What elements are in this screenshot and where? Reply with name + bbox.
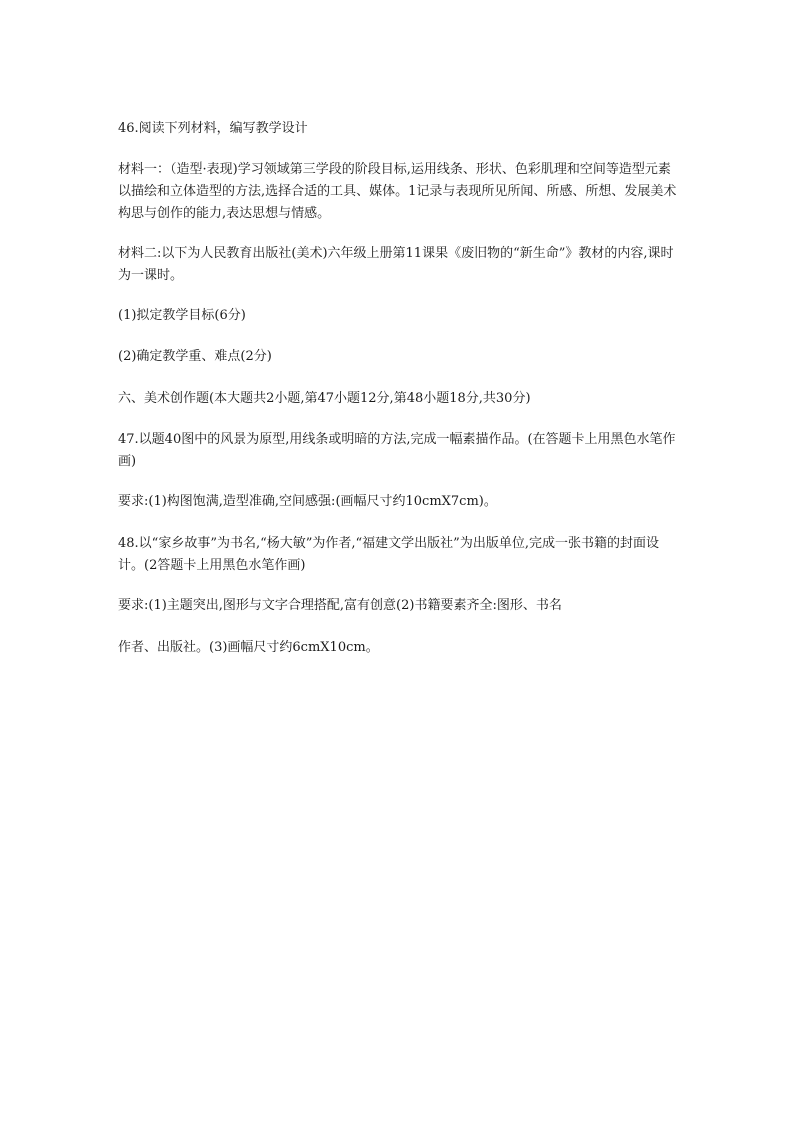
section-six-heading: 六、美术创作题(本大题共2小题,第47小题12分,第48小题18分,共30分) [118, 391, 531, 406]
sub-question-2: (2)确定教学重、难点(2分) [118, 349, 272, 364]
sub-question-1: (1)拟定教学目标(6分) [118, 308, 246, 323]
question-46-heading: 46.阅读下列材料，编写教学设计 [118, 121, 308, 136]
question-47-text: 47.以题40图中的风景为原型,用线条或明暗的方法,完成一幅素描作品。(在答题卡上用黑色水笔作画) [118, 432, 676, 469]
question-48-requirements: 要求:(1)主题突出,图形与文字合理搭配,富有创意(2)书籍要素齐全:图形、书名 [118, 598, 562, 613]
material-two-paragraph: 材料二:以下为人民教育出版社(美术)六年级上册第11课果《废旧物的“新生命”》教材的内容,课时为一课时。 [118, 246, 674, 283]
material-one-paragraph: 材料一：（造型·表现)学习领域第三学段的阶段目标,运用线条、形状、色彩肌理和空间等造型元素以描绘和立体造型的方法,选择合适的工具、媒体。1记录与表现所见所闻、所感、所想、发展美术构思与创作的能力,表达思想与情感。 [118, 162, 677, 221]
question-48-requirements-continued: 作者、出版社。(3)画幅尺寸约6cmX10cm。 [118, 640, 379, 655]
question-47-requirements: 要求:(1)构图饱满,造型准确,空间感强:(画幅尺寸约10cmX7cm)。 [118, 494, 497, 509]
question-48-text: 48.以“家乡故事”为书名,“杨大敏”为作者,“福建文学出版社”为出版单位,完成一张书籍的封面设计。(2答题卡上用黑色水笔作画) [118, 536, 659, 573]
